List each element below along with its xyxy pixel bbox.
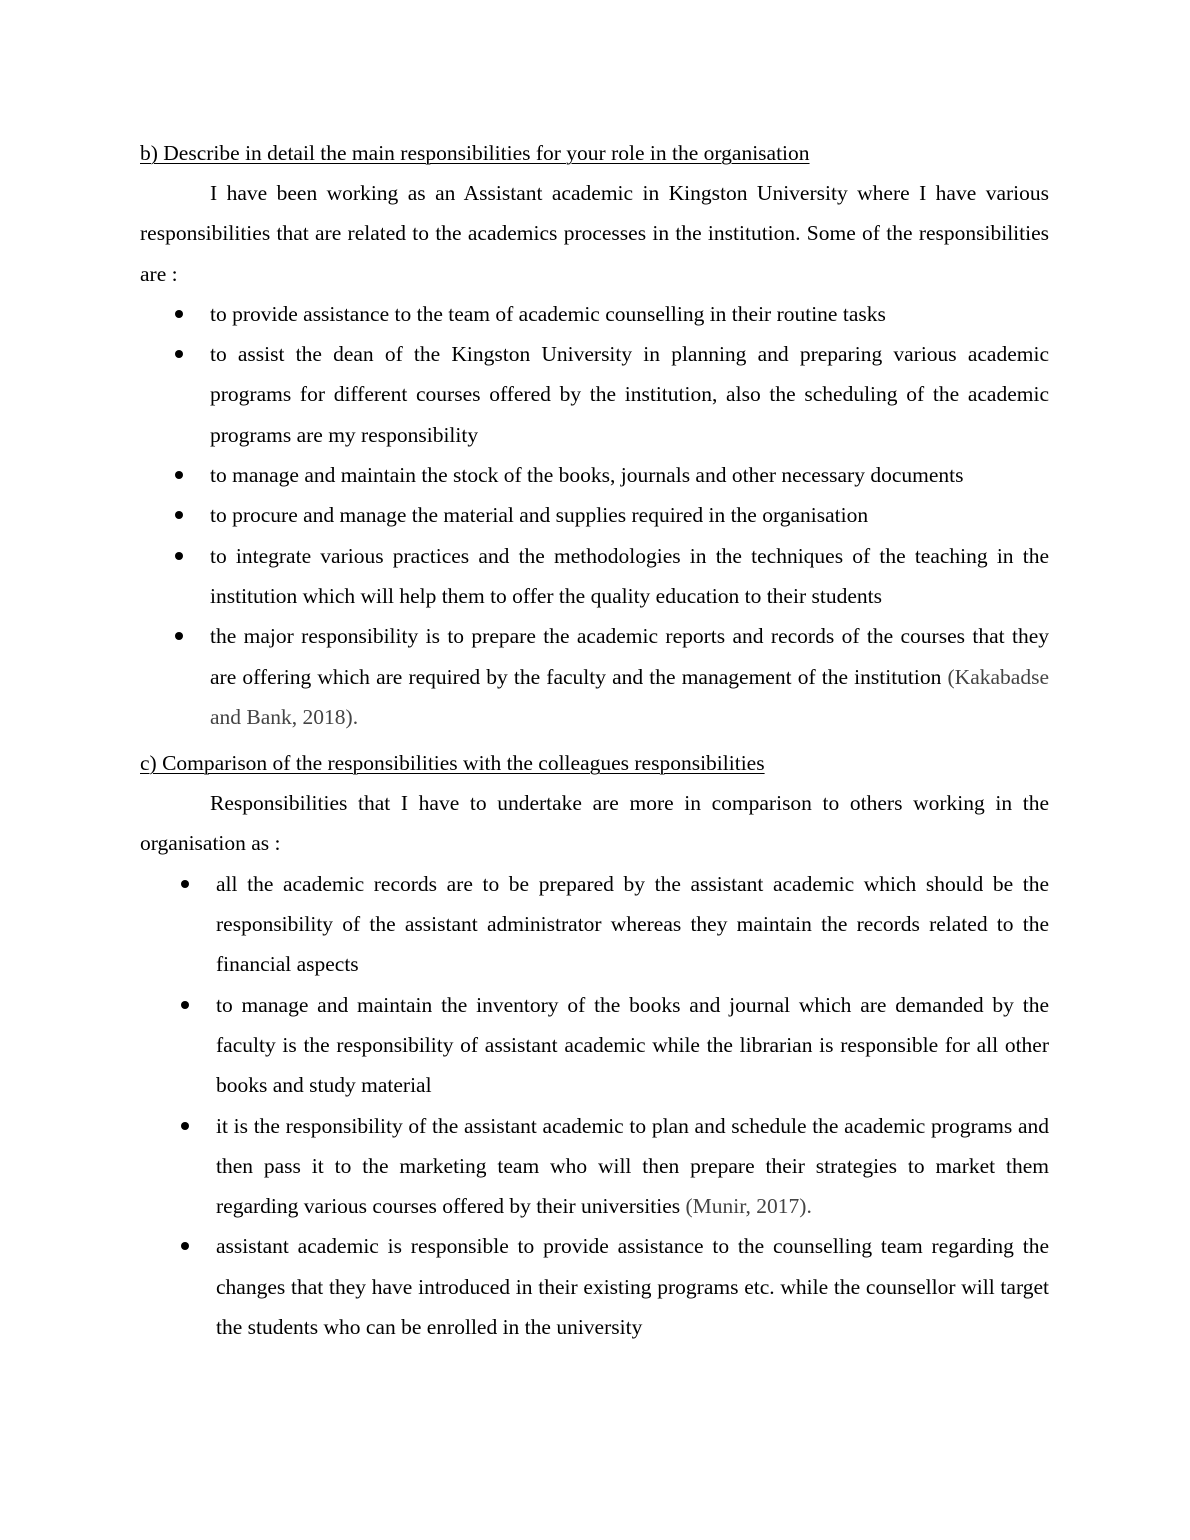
list-item [140, 985, 1049, 1106]
bullet-icon [181, 1242, 189, 1250]
bullet-icon [175, 350, 183, 358]
list-item-text: the major responsibility is to prepare the academic reports and records of the courses that they are offering which are required by the faculty and the management of the institution [210, 624, 1049, 689]
bullet-icon [181, 1001, 189, 1009]
citation: (Kakabadse and Bank, 2018). [210, 664, 1049, 729]
list-item-text: assistant academic is responsible to provide assistance to the counselling team regarding the changes that they have introduced in their existing programs etc. while the counsellor will target the students who can be enrolled in the university [216, 1234, 1049, 1340]
list-item [140, 294, 1049, 334]
bullet-icon [175, 471, 183, 479]
list-item [140, 1106, 1049, 1227]
list-item [140, 455, 1049, 495]
list-item [140, 864, 1049, 985]
section-b-heading: b) Describe in detail the main responsibilities for your role in the organisation [140, 141, 810, 165]
section-c-list [140, 864, 1049, 1348]
list-item-text: to provide assistance to the team of academic counselling in their routine tasks [210, 301, 886, 326]
citation: (Munir, 2017). [685, 1194, 812, 1219]
bullet-icon [175, 310, 183, 318]
document-body [140, 137, 1049, 1347]
section-b-list [140, 294, 1049, 737]
list-item [140, 495, 1049, 535]
list-item-text: to assist the dean of the Kingston University in planning and preparing various academic programs for different courses offered by the institution, also the scheduling of the academic programs are my responsibility [210, 342, 1049, 447]
section-b-intro: I have been working as an Assistant academic in Kingston University where I have various responsibilities that are related to the academics processes in the institution. Some of the responsibilities are : [140, 181, 1049, 286]
list-item [140, 536, 1049, 617]
list-item-text: to manage and maintain the stock of the books, journals and other necessary documents [210, 463, 964, 488]
bullet-icon [181, 880, 189, 888]
bullet-icon [175, 552, 183, 560]
list-item [140, 616, 1049, 737]
list-item [140, 1226, 1049, 1347]
list-item-text: to manage and maintain the inventory of the books and journal which are demanded by the faculty is the responsibility of assistant academic while the librarian is responsible for all other books and study material [216, 992, 1049, 1098]
list-item-text: to integrate various practices and the methodologies in the techniques of the teaching in the institution which will help them to offer the quality education to their students [210, 543, 1049, 608]
section-c-heading: c) Comparison of the responsibilities with the colleagues responsibilities [140, 751, 765, 776]
list-item-text: it is the responsibility of the assistant academic to plan and schedule the academic programs and then pass it to the marketing team who will then prepare their strategies to market them regarding various courses offered by their universities [216, 1113, 1049, 1219]
bullet-icon [175, 632, 183, 640]
bullet-icon [181, 1122, 189, 1130]
list-item [140, 334, 1049, 455]
section-c-intro: Responsibilities that I have to undertake are more in comparison to others working in the organisation as : [140, 791, 1049, 856]
list-item-text: to procure and manage the material and supplies required in the organisation [210, 503, 869, 528]
bullet-icon [175, 511, 183, 519]
list-item-text: all the academic records are to be prepared by the assistant academic which should be the responsibility of the assistant administrator whereas they maintain the records related to the financial aspects [216, 871, 1049, 977]
